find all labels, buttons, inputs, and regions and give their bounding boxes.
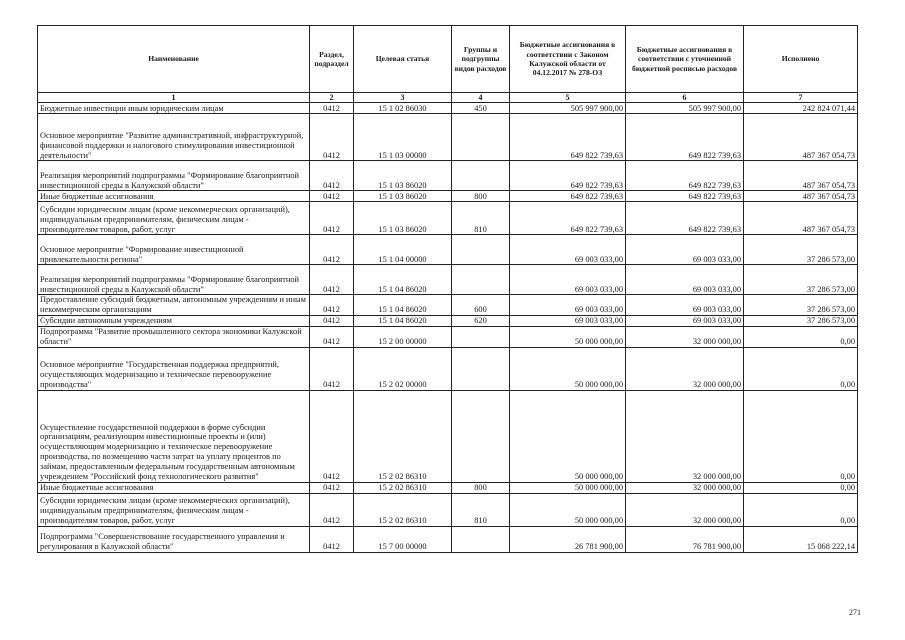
row-target: 15 2 02 86310: [354, 493, 452, 526]
row-group: [452, 526, 510, 552]
row-executed-amount: 242 824 071,44: [744, 103, 858, 114]
row-law-amount: 649 822 739,63: [510, 202, 626, 235]
row-target: 15 2 02 86310: [354, 482, 452, 493]
row-target: 15 1 03 86020: [354, 191, 452, 202]
row-name: Иные бюджетные ассигнования: [38, 482, 310, 493]
row-law-amount: 649 822 739,63: [510, 114, 626, 161]
row-law-amount: 50 000 000,00: [510, 482, 626, 493]
row-executed-amount: 37 286 573,00: [744, 316, 858, 327]
row-executed-amount: 0,00: [744, 390, 858, 482]
row-law-amount: 50 000 000,00: [510, 347, 626, 390]
row-target: 15 1 02 86030: [354, 103, 452, 114]
row-law-amount: 50 000 000,00: [510, 390, 626, 482]
row-section: 0412: [310, 103, 354, 114]
row-refined-amount: 505 997 900,00: [626, 103, 744, 114]
table-row: [38, 327, 858, 348]
row-section: 0412: [310, 265, 354, 295]
row-name: Основное мероприятие "Развитие административной, инфраструктурной, финансовой поддержки и налогового стимулирования инвестиционной деятельности": [38, 114, 310, 161]
table-row: [38, 390, 858, 482]
row-section: 0412: [310, 347, 354, 390]
row-target: 15 1 04 00000: [354, 235, 452, 265]
header-row: [38, 26, 858, 93]
row-law-amount: 69 003 033,00: [510, 265, 626, 295]
row-target: 15 1 03 00000: [354, 114, 452, 161]
row-executed-amount: 487 367 054,73: [744, 161, 858, 191]
row-group: [452, 265, 510, 295]
row-refined-amount: 32 000 000,00: [626, 482, 744, 493]
table-row: [38, 235, 858, 265]
row-group: 810: [452, 202, 510, 235]
row-name: Основное мероприятие "Формирование инвестиционной привлекательности региона": [38, 235, 310, 265]
row-section: 0412: [310, 161, 354, 191]
row-name: Субсидии юридическим лицам (кроме некоммерческих организаций), индивидуальным предпринимателям, физическим лицам - производителям товаров, работ, услуг: [38, 493, 310, 526]
row-refined-amount: 76 781 900,00: [626, 526, 744, 552]
row-name: Субсидии автономным учреждениям: [38, 316, 310, 327]
row-group: [452, 235, 510, 265]
row-target: 15 1 03 86020: [354, 161, 452, 191]
row-law-amount: 26 781 900,00: [510, 526, 626, 552]
header-target: Целевая статья: [354, 26, 452, 93]
table-row: [38, 114, 858, 161]
row-executed-amount: 15 068 222,14: [744, 526, 858, 552]
row-name: Реализация мероприятий подпрограммы "Формирование благоприятной инвестиционной среды в Калужской области": [38, 161, 310, 191]
row-name: Осуществление государственной поддержки в форме субсидии организациям, реализующим инвестиционные проекты и (или) осуществляющим модернизацию и техническое перевооружение производства, по возмещению части затрат на уплату процентов по займам, предоставленным федеральным государственным автономным учреждением "Российский фонд технологического развития": [38, 390, 310, 482]
row-name: Иные бюджетные ассигнования: [38, 191, 310, 202]
table-body: [38, 103, 858, 553]
row-section: 0412: [310, 202, 354, 235]
row-section: 0412: [310, 316, 354, 327]
column-number: 1: [38, 93, 310, 103]
column-number: 7: [744, 93, 858, 103]
row-refined-amount: 69 003 033,00: [626, 295, 744, 316]
table-row: [38, 493, 858, 526]
row-target: 15 1 04 86020: [354, 295, 452, 316]
row-refined-amount: 649 822 739,63: [626, 114, 744, 161]
row-name: Субсидии юридическим лицам (кроме некоммерческих организаций), индивидуальным предпринимателям, физическим лицам - производителям товаров, работ, услуг: [38, 202, 310, 235]
row-executed-amount: 37 286 573,00: [744, 295, 858, 316]
row-group: [452, 114, 510, 161]
column-number: 4: [452, 93, 510, 103]
row-group: 450: [452, 103, 510, 114]
row-section: 0412: [310, 493, 354, 526]
table-row: [38, 347, 858, 390]
header-name: Наименование: [38, 26, 310, 93]
row-refined-amount: 32 000 000,00: [626, 347, 744, 390]
row-group: 620: [452, 316, 510, 327]
row-executed-amount: 487 367 054,73: [744, 202, 858, 235]
table-row: [38, 482, 858, 493]
table-row: [38, 295, 858, 316]
table-row: [38, 265, 858, 295]
header-refined: Бюджетные ассигнования в соответствии с уточненной бюджетной росписью расходов: [626, 26, 744, 93]
row-target: 15 2 02 00000: [354, 347, 452, 390]
row-executed-amount: 0,00: [744, 347, 858, 390]
header-executed: Исполнено: [744, 26, 858, 93]
column-number: 5: [510, 93, 626, 103]
column-number: 3: [354, 93, 452, 103]
row-name: Подпрограмма "Развитие промышленного сектора экономики Калужской области": [38, 327, 310, 348]
row-section: 0412: [310, 114, 354, 161]
row-group: [452, 161, 510, 191]
row-law-amount: 649 822 739,63: [510, 191, 626, 202]
table-row: [38, 161, 858, 191]
row-section: 0412: [310, 482, 354, 493]
row-refined-amount: 69 003 033,00: [626, 316, 744, 327]
row-executed-amount: 0,00: [744, 493, 858, 526]
row-group: [452, 390, 510, 482]
row-refined-amount: 649 822 739,63: [626, 161, 744, 191]
header-law: Бюджетные ассигнования в соответствии с Законом Калужской области от 04.12.2017 № 278-ОЗ: [510, 26, 626, 93]
row-group: [452, 327, 510, 348]
row-refined-amount: 32 000 000,00: [626, 327, 744, 348]
row-section: 0412: [310, 191, 354, 202]
table-row: [38, 202, 858, 235]
row-group: [452, 347, 510, 390]
row-executed-amount: 487 367 054,73: [744, 114, 858, 161]
row-target: 15 2 02 86310: [354, 390, 452, 482]
row-law-amount: 69 003 033,00: [510, 235, 626, 265]
row-refined-amount: 649 822 739,63: [626, 202, 744, 235]
row-refined-amount: 32 000 000,00: [626, 390, 744, 482]
row-target: 15 1 03 86020: [354, 202, 452, 235]
page-number: 271: [849, 608, 861, 617]
row-section: 0412: [310, 235, 354, 265]
row-law-amount: 649 822 739,63: [510, 161, 626, 191]
row-section: 0412: [310, 390, 354, 482]
row-name: Предоставление субсидий бюджетным, автономным учреждениям и иным некоммерческим организациям: [38, 295, 310, 316]
row-name: Основное мероприятие "Государственная поддержка предприятий, осуществляющих модернизацию и техническое перевооружение производства": [38, 347, 310, 390]
row-target: 15 2 00 00000: [354, 327, 452, 348]
row-refined-amount: 69 003 033,00: [626, 235, 744, 265]
row-section: 0412: [310, 295, 354, 316]
row-executed-amount: 37 286 573,00: [744, 265, 858, 295]
column-number-row: [38, 93, 858, 103]
row-target: 15 7 00 00000: [354, 526, 452, 552]
header-group: Группы и подгруппы видов расходов: [452, 26, 510, 93]
row-group: 800: [452, 482, 510, 493]
table-row: [38, 316, 858, 327]
row-law-amount: 50 000 000,00: [510, 327, 626, 348]
column-number: 2: [310, 93, 354, 103]
header-section: Раздел, подраздел: [310, 26, 354, 93]
row-group: 600: [452, 295, 510, 316]
row-refined-amount: 649 822 739,63: [626, 191, 744, 202]
row-section: 0412: [310, 526, 354, 552]
table-row: [38, 526, 858, 552]
row-name: Реализация мероприятий подпрограммы "Формирование благоприятной инвестиционной среды в Калужской области": [38, 265, 310, 295]
row-executed-amount: 37 286 573,00: [744, 235, 858, 265]
row-section: 0412: [310, 327, 354, 348]
row-law-amount: 50 000 000,00: [510, 493, 626, 526]
row-target: 15 1 04 86020: [354, 316, 452, 327]
row-law-amount: 69 003 033,00: [510, 316, 626, 327]
row-law-amount: 69 003 033,00: [510, 295, 626, 316]
row-name: Бюджетные инвестиции иным юридическим лицам: [38, 103, 310, 114]
row-name: Подпрограмма "Совершенствование государственного управления и регулирования в Калужской области": [38, 526, 310, 552]
column-number: 6: [626, 93, 744, 103]
budget-table: [37, 25, 858, 553]
row-group: 810: [452, 493, 510, 526]
row-executed-amount: 0,00: [744, 482, 858, 493]
table-row: [38, 103, 858, 114]
row-law-amount: 505 997 900,00: [510, 103, 626, 114]
row-refined-amount: 69 003 033,00: [626, 265, 744, 295]
row-executed-amount: 487 367 054,73: [744, 191, 858, 202]
row-refined-amount: 32 000 000,00: [626, 493, 744, 526]
table-row: [38, 191, 858, 202]
row-group: 800: [452, 191, 510, 202]
row-executed-amount: 0,00: [744, 327, 858, 348]
row-target: 15 1 04 86020: [354, 265, 452, 295]
